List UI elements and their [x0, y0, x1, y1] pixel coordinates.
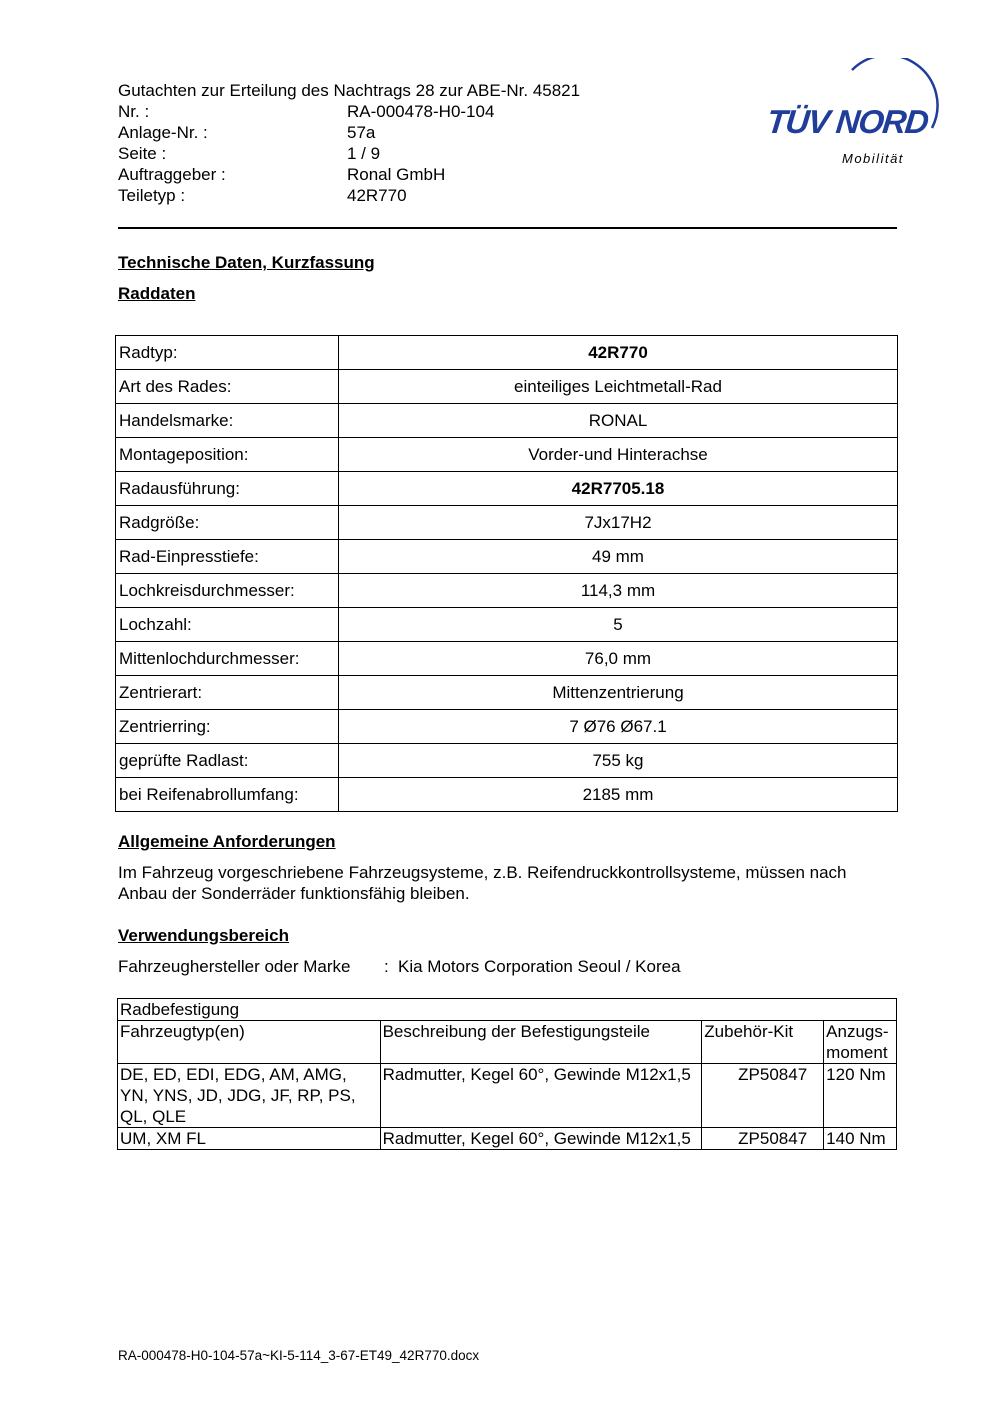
- raddaten-value: 76,0 mm: [339, 642, 898, 676]
- table-title: Radbefestigung: [118, 999, 897, 1021]
- raddaten-key: bei Reifenabrollumfang:: [116, 778, 339, 812]
- heading-allgemeine-anforderungen: Allgemeine Anforderungen: [118, 832, 336, 851]
- header-row-auftraggeber: [118, 164, 638, 185]
- header-divider: [118, 227, 897, 229]
- table-header-row: [118, 1021, 897, 1064]
- raddaten-value: 49 mm: [339, 540, 898, 574]
- table-row: [118, 1128, 897, 1150]
- kit-cell: ZP50847: [702, 1064, 824, 1128]
- heading-technische-daten: Technische Daten, Kurzfassung: [118, 253, 375, 272]
- beschreibung-cell: Radmutter, Kegel 60°, Gewinde M12x1,5: [380, 1064, 702, 1128]
- header-value: 57a: [347, 123, 376, 142]
- header-row-nr: [118, 101, 638, 122]
- kit-cell: ZP50847: [702, 1128, 824, 1150]
- hersteller-separator: :: [384, 957, 389, 976]
- header-value: RA-000478-H0-104: [347, 102, 495, 121]
- table-row: [116, 404, 898, 438]
- raddaten-value: 5: [339, 608, 898, 642]
- heading-verwendungsbereich: Verwendungsbereich: [118, 926, 289, 945]
- raddaten-key: Handelsmarke:: [116, 404, 339, 438]
- header-value: Ronal GmbH: [347, 165, 446, 184]
- header-row-anlage: [118, 122, 638, 143]
- table-row: [116, 608, 898, 642]
- header-value: 1 / 9: [347, 144, 381, 163]
- column-header: Beschreibung der Befestigungsteile: [380, 1021, 702, 1064]
- header-label: Anlage-Nr. :: [118, 123, 208, 142]
- table-row: [116, 370, 898, 404]
- table-row: [116, 438, 898, 472]
- table-title-row: [118, 999, 897, 1021]
- raddaten-value: 42R770: [339, 336, 898, 370]
- table-row: [116, 642, 898, 676]
- raddaten-value: 7Jx17H2: [339, 506, 898, 540]
- raddaten-value: Mittenzentrierung: [339, 676, 898, 710]
- raddaten-key: Radgröße:: [116, 506, 339, 540]
- raddaten-key: geprüfte Radlast:: [116, 744, 339, 778]
- footer-filename: RA-000478-H0-104-57a~KI-5-114_3-67-ET49_42R770.docx: [118, 1348, 480, 1363]
- table-row: [116, 710, 898, 744]
- hersteller-value: Kia Motors Corporation Seoul / Korea: [398, 957, 681, 976]
- table-row: [116, 506, 898, 540]
- raddaten-key: Rad-Einpresstiefe:: [116, 540, 339, 574]
- beschreibung-cell: Radmutter, Kegel 60°, Gewinde M12x1,5: [380, 1128, 702, 1150]
- table-row: [116, 778, 898, 812]
- allgemeine-text: Im Fahrzeug vorgeschriebene Fahrzeugsysteme, z.B. Reifendruckkontrollsysteme, müssen nach Anbau der Sonderräder funktionsfähig bleiben.: [118, 863, 847, 903]
- raddaten-value: 755 kg: [339, 744, 898, 778]
- header-label: Nr. :: [118, 102, 150, 121]
- hersteller-label: Fahrzeughersteller oder Marke: [118, 957, 351, 976]
- radbefestigung-table: [117, 998, 897, 1150]
- table-row: [116, 540, 898, 574]
- raddaten-value: 2185 mm: [339, 778, 898, 812]
- raddaten-key: Radtyp:: [116, 336, 339, 370]
- column-header: Zubehör-Kit: [702, 1021, 824, 1064]
- table-row: [116, 472, 898, 506]
- raddaten-key: Art des Rades:: [116, 370, 339, 404]
- raddaten-key: Zentrierring:: [116, 710, 339, 744]
- heading-raddaten: Raddaten: [118, 284, 196, 303]
- raddaten-value: einteiliges Leichtmetall-Rad: [339, 370, 898, 404]
- header-row-seite: [118, 143, 638, 164]
- table-row: [116, 676, 898, 710]
- column-header: Anzugs-moment: [824, 1021, 897, 1064]
- column-header: Fahrzeugtyp(en): [118, 1021, 381, 1064]
- moment-cell: 140 Nm: [824, 1128, 897, 1150]
- raddaten-value: 42R7705.18: [339, 472, 898, 506]
- logo-subtitle: Mobilität: [842, 151, 904, 166]
- raddaten-key: Mittenlochdurchmesser:: [116, 642, 339, 676]
- raddaten-key: Lochkreisdurchmesser:: [116, 574, 339, 608]
- raddaten-key: Zentrierart:: [116, 676, 339, 710]
- raddaten-table: [115, 335, 898, 812]
- header-row-teiletyp: [118, 185, 638, 206]
- raddaten-value: 7 Ø76 Ø67.1: [339, 710, 898, 744]
- fahrzeugtyp-cell: DE, ED, EDI, EDG, AM, AMG, YN, YNS, JD, JDG, JF, RP, PS, QL, QLE: [118, 1064, 381, 1128]
- moment-cell: 120 Nm: [824, 1064, 897, 1128]
- header-label: Teiletyp :: [118, 186, 186, 205]
- raddaten-key: Montageposition:: [116, 438, 339, 472]
- raddaten-value: Vorder-und Hinterachse: [339, 438, 898, 472]
- fahrzeugtyp-cell: UM, XM FL: [118, 1128, 381, 1150]
- logo-wordmark: TÜV NORD: [765, 103, 930, 140]
- table-row: [116, 336, 898, 370]
- raddaten-value: RONAL: [339, 404, 898, 438]
- header-label: Auftraggeber :: [118, 165, 226, 184]
- header-value: 42R770: [347, 186, 407, 205]
- table-row: [116, 744, 898, 778]
- raddaten-value: 114,3 mm: [339, 574, 898, 608]
- document-title: Gutachten zur Erteilung des Nachtrags 28 zur ABE-Nr. 45821: [118, 81, 581, 100]
- tuev-nord-logo: [762, 58, 942, 173]
- table-row: [116, 574, 898, 608]
- header-label: Seite :: [118, 144, 167, 163]
- table-row: [118, 1064, 897, 1128]
- raddaten-key: Lochzahl:: [116, 608, 339, 642]
- raddaten-key: Radausführung:: [116, 472, 339, 506]
